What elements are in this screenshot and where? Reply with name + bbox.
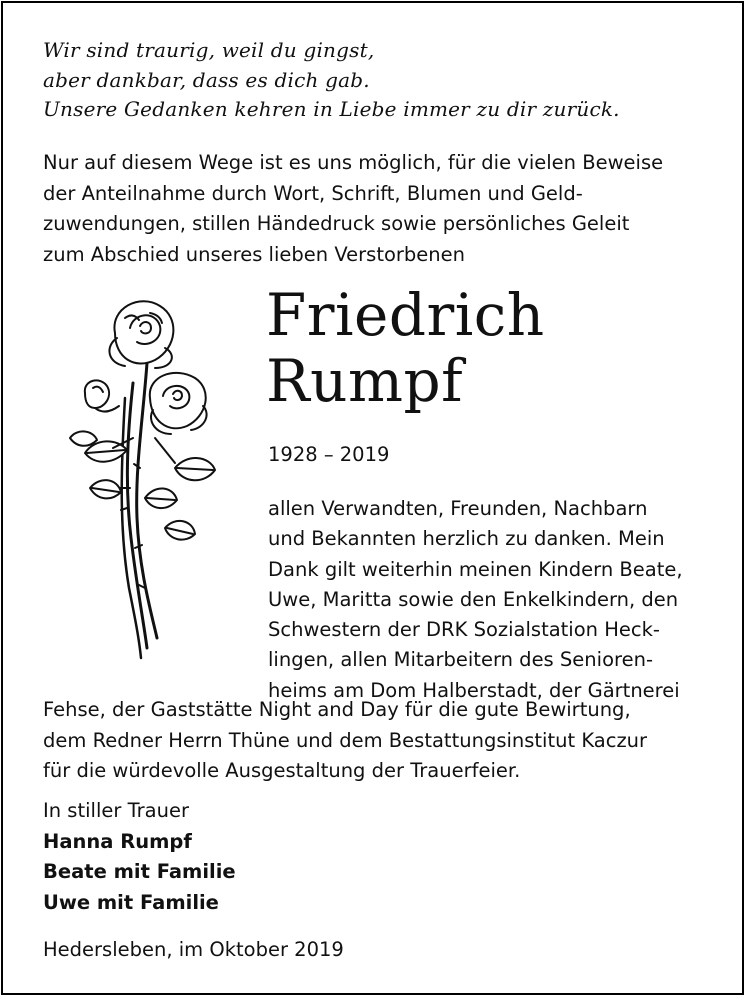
intro-line: der Anteilnahme durch Wort, Schrift, Blumen und Geld- bbox=[43, 181, 583, 205]
thanks-line: dem Redner Herrn Thüne und dem Bestattungsinstitut Kaczur bbox=[43, 728, 648, 752]
thanks-paragraph-full bbox=[43, 695, 647, 787]
verse-line: Wir sind traurig, weil du gingst, bbox=[43, 38, 375, 62]
intro-line: zuwendungen, stillen Händedruck sowie persönliches Geleit bbox=[43, 212, 630, 236]
rose-illustration-icon bbox=[55, 288, 230, 663]
verse-line: Unsere Gedanken kehren in Liebe immer zu dir zurück. bbox=[43, 97, 620, 121]
mourner-name: Hanna Rumpf bbox=[43, 829, 192, 853]
intro-line: zum Abschied unseres lieben Verstorbenen bbox=[43, 242, 466, 266]
thanks-paragraph-right bbox=[268, 494, 683, 706]
life-years: 1928 – 2019 bbox=[268, 443, 390, 466]
intro-line: Nur auf diesem Wege ist es uns möglich, für die vielen Beweise bbox=[43, 151, 664, 174]
thanks-line: für die würdevolle Ausgestaltung der Trauerfeier. bbox=[43, 759, 521, 782]
first-name: Friedrich bbox=[266, 281, 545, 349]
thanks-line: Uwe, Maritta sowie den Enkelkindern, den bbox=[268, 587, 679, 611]
place-date: Hedersleben, im Oktober 2019 bbox=[43, 938, 344, 961]
thanks-line: Dank gilt weiterhin meinen Kindern Beate, bbox=[268, 557, 683, 581]
mourner-name: Beate mit Familie bbox=[43, 860, 236, 883]
last-name: Rumpf bbox=[266, 347, 464, 415]
thanks-line: Schwestern der DRK Sozialstation Heck- bbox=[268, 618, 660, 642]
deceased-name bbox=[266, 282, 545, 414]
intro-paragraph bbox=[43, 148, 663, 270]
thanks-line: allen Verwandten, Freunden, Nachbarn bbox=[268, 497, 648, 520]
thanks-line: und Bekannten herzlich zu danken. Mein bbox=[268, 527, 665, 551]
signature-intro: In stiller Trauer bbox=[43, 799, 189, 822]
memorial-verse bbox=[43, 36, 620, 125]
signature-block bbox=[43, 796, 236, 918]
thanks-line: Fehse, der Gaststätte Night and Day für die gute Bewirtung, bbox=[43, 698, 631, 721]
mourner-name: Uwe mit Familie bbox=[43, 890, 219, 914]
verse-line: aber dankbar, dass es dich gab. bbox=[43, 67, 370, 92]
thanks-line: lingen, allen Mitarbeitern des Senioren- bbox=[268, 648, 653, 672]
thanks-line: heims am Dom Halberstadt, der Gärtnerei bbox=[268, 678, 680, 702]
